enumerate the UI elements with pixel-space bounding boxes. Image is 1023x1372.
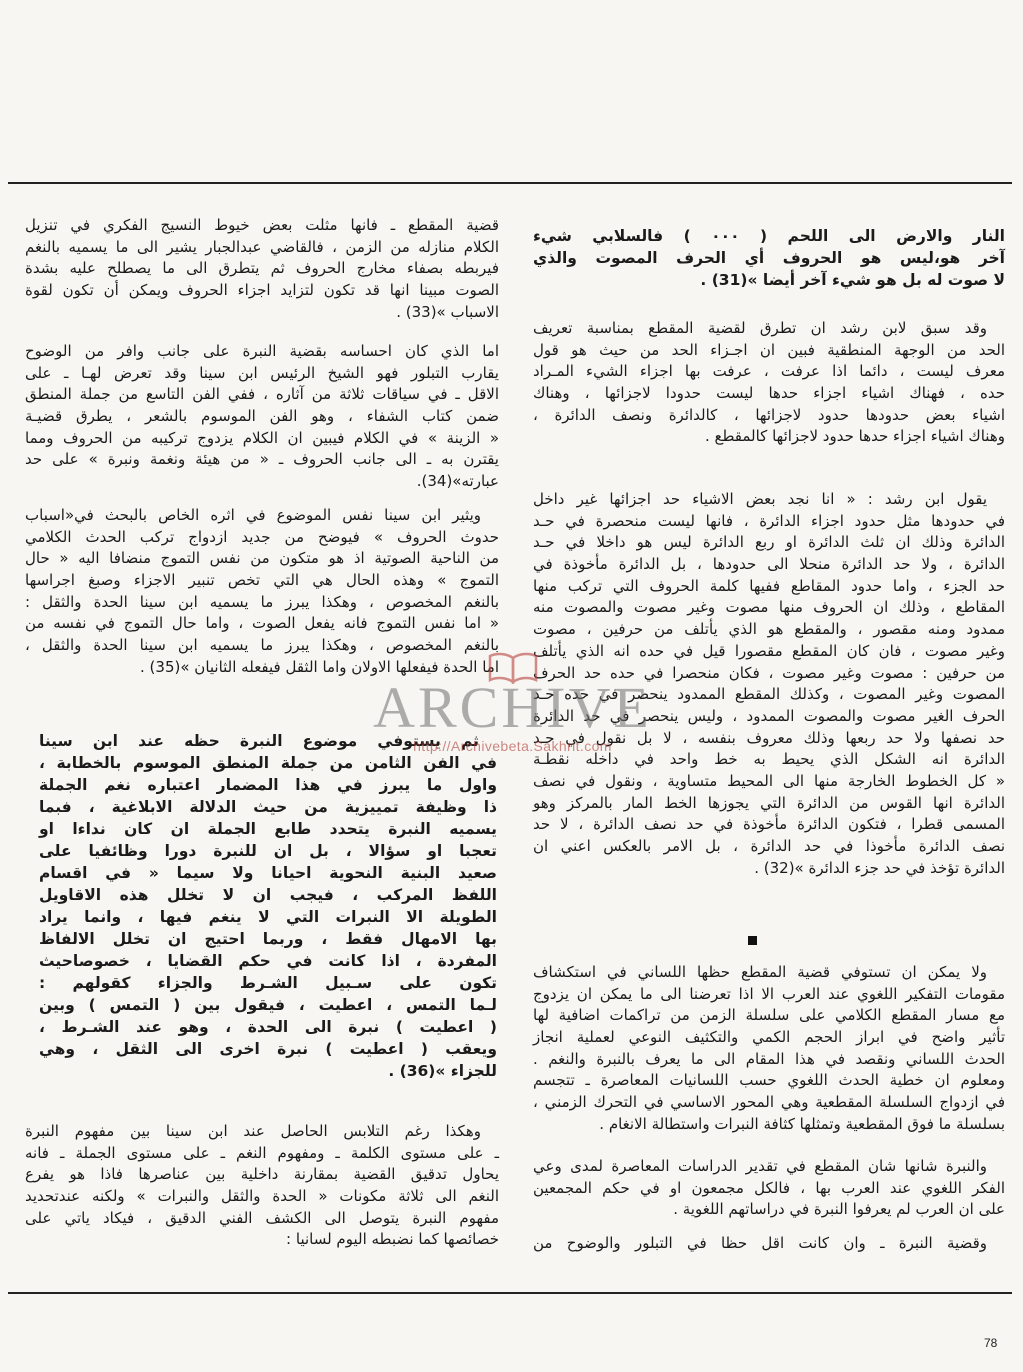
text-line: يحاول تدقيق القضية بمقارنة داخلية بين عناصرها فاذا هو يفرع (25, 1165, 499, 1184)
highlighted-paragraph (39, 730, 497, 1082)
text-line: نصف الدائرة مأخوذا في حد الدائرة ، بل الامر بالعكس اعني ان (533, 837, 1005, 855)
paragraph (533, 318, 1005, 448)
text-line: بسلسلة ما فوق المقطعية وتمثلها كثافة النبرات واستطالة الانغام . (599, 1114, 1005, 1133)
text-line: حد الجزء ، واما حدود المقاطع ففيها كلمة الحروف التي تركب منها (533, 576, 1005, 595)
text-line: وقد سبق لابن رشد ان تطرق لقضية المقطع بمناسبة تعريف (533, 319, 987, 337)
paragraph (533, 1156, 1005, 1221)
text-line: الحدث اللساني ونقصد في هذا المقام الى ما يعرف بالنبرة والنغم . (533, 1049, 1005, 1068)
text-line: في حدودها مثل حدود اجزاء الدائرة ، فانها ليست منحصرة في حـد (533, 511, 1005, 530)
paragraph (533, 962, 1005, 1136)
text-line: مقومات التفكير اللغوي عند العرب الا اذا تعرضنا الى ما يمكن ان يزدوج (533, 984, 1005, 1003)
paragraph (533, 489, 1005, 879)
text-line: لا صوت له بل هو شيء آخر أيضا »(31) . (700, 271, 1005, 289)
text-line: يقترن به ـ الى جانب الحروف ـ « من هيئة ونغمة ونبرة » على حد (25, 450, 499, 469)
text-line: مع مسار المقطع الكلامي على سلسلة الزمن من تراكمات اضافية لها (533, 1006, 1005, 1025)
text-line: من الناحية الصوتية اذ هو متكون من نفس التموج منضافا اليه « حال (25, 549, 499, 568)
text-line: الدائرة انه الشكل الذي يحيط به خط واحد في داخله نقطـة (533, 750, 1005, 769)
text-line: الاقل ـ في سياقات ثلاثة من آثاره ، ففي الفن التاسع من جملة المنطق (25, 385, 499, 404)
text-line: ( اعطيت ) نبرة الى الحدة ، وهو عند الشـرط ، (39, 1018, 497, 1036)
text-line: اما الحدة فيفعلها الاولان واما الثقل فيفعله الثانيان »(35) . (140, 657, 499, 676)
text-line: فيربطه بصفاء مخارج الحروف ثم يتطرق الى ما يصطلح عليه بشدة (25, 259, 499, 278)
text-line: المقاطع ، وذلك ان الحروف منها مصوت وغير مصوت والمصوت منه (533, 598, 1005, 617)
paragraph (25, 215, 499, 323)
text-line: النغم الى ثلاثة مكونات « الحدة والثقل والنبرات » ولكنه عندتحديد (25, 1187, 499, 1206)
text-line: الفكر اللغوي عند العرب بها ، فالكل مجمعون او في حكم المجمعين (533, 1178, 1005, 1197)
text-line: الحرف الغير مصوت والمصوت الممدود ، وليس ينحصر في حد الدائرة (533, 706, 1005, 725)
text-line: لـما التمس ، اعطيت ، فيقول بين ( التمس ) وبين (39, 996, 497, 1014)
text-line: الاسباب »(33) . (396, 302, 499, 321)
text-line: الصوت مبينا انها قد تكون لتزايد اجزاء الحروف ويمكن أن تكون لقوة (25, 281, 499, 300)
text-line: « كل الخطوط الخارجة منها الى المحيط متساوية ، ونقول في نصف (533, 771, 1005, 790)
text-line: وهناك اشياء اجزاء حدها حدود لاجزائها كالمقطع . (704, 427, 1005, 446)
text-line: اشياء بعض حدودها حدود لاجزائها ، كالدائرة ونصف الدائرة ، (533, 405, 1005, 424)
text-line: واول ما يبرز في هذا المضمار اعتباره نغم الجملة (39, 776, 497, 794)
text-line: الحد من الوجهة المنطقية فبين ان اجـزاء الحد من حيث هو قول (533, 340, 1005, 359)
text-line: الدائرة وذلك ان ثلث الدائرة او ربع الدائرة ليس هو داخلا في حـد (533, 533, 1005, 552)
text-line: ومعلوم ان خطية الحدث اللغوي حسب اللسانيات المعاصرة ـ تتجسم (533, 1071, 1005, 1090)
text-line: ويثير ابن سينا نفس الموضوع في اثره الخاص بالبحث في«اسباب (25, 506, 481, 524)
paragraph (25, 1121, 499, 1251)
text-line: قضية المقطع ـ فانها مثلت بعض خيوط النسيج الفكري في تنزيل (25, 216, 499, 234)
text-line: على ان العرب لم يعرفوا النبرة في دراساتهم اللغوية . (673, 1200, 1005, 1219)
text-line: الطويلة الا النبرات التي لا ينغم فيها ، وانما يراد (39, 908, 497, 926)
text-line: وهكذا رغم التلابس الحاصل عند ابن سينا بين مفهوم النبرة (25, 1122, 481, 1140)
text-line: « اما نفس التموج فانه يفعل الصوت ، واما حال التموج في نفسه من (25, 614, 499, 633)
text-line: مفهوم النبرة يتوصل الى الكشف الفني الدقيق ، فيكاد ياتي على (25, 1208, 499, 1227)
bottom-rule (8, 1292, 1012, 1294)
text-line: صعيد البنية النحوية احيانا ولا سيما « في اقسام (39, 864, 497, 882)
top-rule (8, 182, 1012, 184)
watermark-url: http://Archivebeta.Sakhrit.com (413, 738, 612, 754)
text-line: بالنغم المخصوص ، وهكذا يبرز ما يسميه ابن سينا الحدة والثقل : (25, 592, 499, 611)
text-line: في ازدواج السلسلة المقطعية وهي المحور الاساسي في التحرك الزمني ، (533, 1093, 1005, 1112)
text-line: النار والارض الى اللحم ( ٠٠٠ ) فالسلابي شيء (533, 227, 1005, 245)
text-line: الدائرة تؤخذ في حد جزء الدائرة »(32) . (754, 858, 1005, 877)
watermark-logo-text: ARCHIVE (373, 675, 652, 740)
text-line: معرف ليست ، دائما اذا عرفت ، عرفت بها اجزاء الشيء المـراد (533, 362, 1005, 381)
text-line: الدائرة انها القوس من الدائرة التي يجوزها الخط المار بالمركز وهو (533, 793, 1005, 812)
text-line: اما الذي كان احساسه بقضية النبرة على جانب وافر من الوضوح (25, 342, 499, 360)
text-line: والنبرة شانها شان المقطع في تقدير الدراسات المعاصرة لمدى وعي (533, 1157, 987, 1175)
text-line: التموج » وهذه الحال هي التي تخص تنبير الاجزاء وصبغ اجراسها (25, 571, 499, 590)
text-line: ممدود ومنه مقصور ، والمقطع هو الذي يأتلف من حرفين ، مصوت (533, 620, 1005, 639)
text-line: وقضية النبرة ـ وان كانت اقل حظا في التبلور والوضوح من (533, 1234, 987, 1252)
text-line: بالنغم المخصوص ، وهكذا يبرز ما يسميه ابن سينا الحدة والثقل ، (25, 636, 499, 655)
text-line: تأثير واضح في ابراز الحجم الكمي والتكثيف النوعي لعملية انجاز (533, 1028, 1005, 1047)
text-line: عبارته»(34). (416, 472, 499, 491)
text-line: المفردة ، اذا كانت في حكم القضايا ، خصوصاحيث (39, 952, 497, 970)
text-line: ويعقب ( اعطيت ) نبرة اخرى الى الثقل ، وهي (39, 1040, 497, 1058)
text-line: آخر هو،ليس هو الحروف أي الحرف المصوت والذي (533, 249, 1005, 267)
text-line: اللفظ المركب ، فيجب ان لا تخلل هذه الاقاويل (39, 886, 497, 904)
text-line: ضمن كتاب الشفاء ، وهو الفن الموسوم بالشعر ، يطرق قضيـة (25, 407, 499, 426)
text-line: بها الامهال فقط ، وربما احتيج ان تخلل الالفاظ (39, 930, 497, 948)
text-line: يسميه النبرة يتحدد طابع الجملة ان كان نداءا او (39, 820, 497, 838)
text-line: في الفن الثامن من جملة المنطق الموسوم بالخطابة ، (39, 754, 497, 772)
text-line: وغير مصوت ، فان كان المقطع مقصورا قيل في حده انه الذي يأتلف (533, 641, 1005, 660)
text-line: للجزاء »(36) . (388, 1062, 497, 1080)
text-line: من حرفين : مصوت وغير مصوت ، فكان منحصرا في حده حد الحرف (533, 663, 1005, 682)
text-line: حدوث الحروف » فيوضح من جديد ازدواج تركب الحدث الكلامي (25, 527, 499, 546)
text-line: حده ، فهناك اشياء اجزاء حدها ليست حدودا لاجزائها ، وهناك (533, 384, 1005, 403)
text-line: ولا يمكن ان تستوفي قضية المقطع حظها اللساني في استكشاف (533, 963, 987, 981)
page-number: 78 (984, 1336, 998, 1350)
text-line: خصائصها كما نضبطه اليوم لسانيا : (286, 1230, 499, 1249)
text-line: تعجبا او سؤالا ، بل ان للنبرة دورا وظائفيا على (39, 842, 497, 860)
text-line: « الزينة » في الكلام فيبين ان الكلام يزدوج تركيبه من الحروف ومما (25, 428, 499, 447)
quote-paragraph (533, 225, 1005, 291)
text-line: حد نصفها ولا حد ربعها وذلك معروف بنفسه ، لا بل نقول في حـد (533, 728, 1005, 747)
paragraph (25, 341, 499, 493)
text-line: يقول ابن رشد : « انا نجد بعض الاشياء حد اجزائها غير داخل (533, 490, 987, 508)
text-line: المسمى قطرا ، فتكون الدائرة مأخوذة في حد نصف الدائرة ، لا حد (533, 815, 1005, 834)
text-line: تكون على سـبيل الشـرط والجزاء كقولهم : (39, 974, 497, 992)
paragraph (25, 505, 499, 679)
text-line: الدائرة ، ولا حد الدائرة منحلا الى حدودها ، بل الدائرة مأخوذة في (533, 555, 1005, 574)
text-line: ثم يستوفي موضوع النبرة حظه عند ابن سينا (39, 732, 479, 750)
text-line: الكلام منازله من الزمن ، فالقاضي عبدالجبار يشير الى ما يسميه بالنغم (25, 237, 499, 256)
text-line: المصوت وغير المصوت ، وكذلك المقطع الممدود ينحصر في حده حـد (533, 685, 1005, 704)
text-line: ذا وظيفة تمييزية من حيث الدلالة الابلاغية ، فبما (39, 798, 497, 816)
text-line: يقارب التبلور فهو الشيخ الرئيس ابن سينا وقد تعرض لهـا ـ على (25, 363, 499, 382)
section-divider-square (748, 936, 757, 945)
text-line: ـ على مستوى الكلمة ـ ومفهوم النغم ـ على مستوى الجملة ـ فانه (25, 1143, 499, 1162)
paragraph (533, 1233, 1005, 1255)
